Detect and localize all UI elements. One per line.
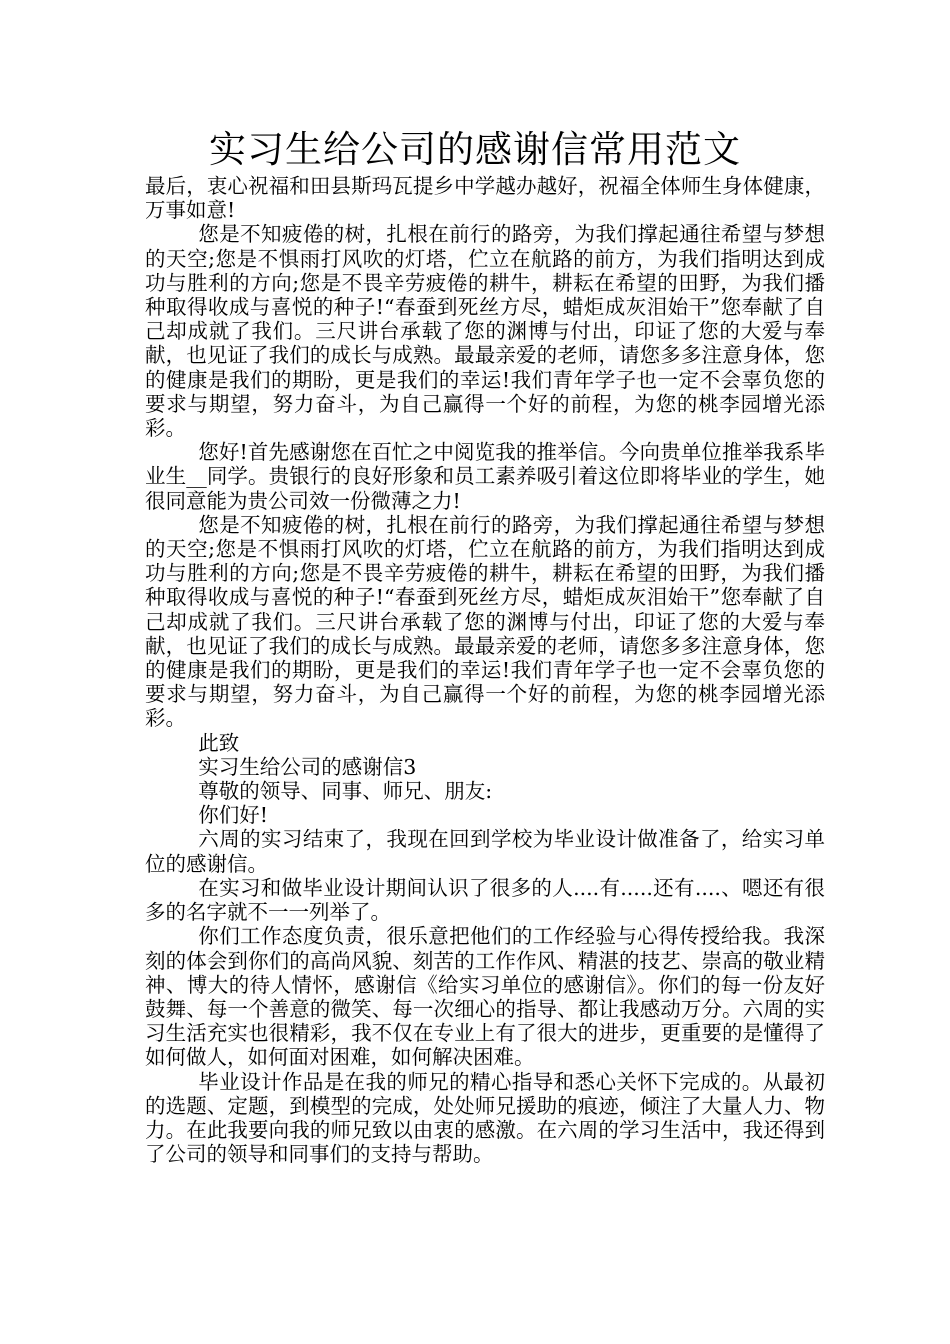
paragraph-salutation-close: 此致 — [198, 730, 240, 755]
paragraph-mentor-thanks: 毕业设计作品是在我的师兄的精心指导和悉心关怀下完成的。从最初的选题、定题，到模型的完成，处处师兄援助的痕迹，倾注了大量人力、物力。在此我要向我的师兄致以由衷的感激。在六周的学习生活中，我还得到了公司的领导和同事们的支持与帮助。 — [145, 1069, 825, 1167]
paragraph-gratitude-colleagues: 你们工作态度负责，很乐意把他们的工作经验与心得传授给我。我深刻的体会到你们的高尚风貌、刻苦的工作作风、精湛的技艺、崇高的敬业精神、博大的待人情怀，感谢信《给实习单位的感谢信》。你们的每一份友好鼓舞、每一个善意的微笑、每一次细心的指导、都让我感动万分。六周的实习生活充实也很精彩，我不仅在专业上有了很大的进步，更重要的是懂得了如何做人，如何面对困难，如何解决困难。 — [145, 924, 825, 1070]
paragraph-letter-heading: 实习生给公司的感谢信3 — [198, 754, 417, 779]
paragraph-greeting-recipients: 尊敬的领导、同事、师兄、朋友: — [198, 779, 493, 804]
document-body — [145, 174, 825, 1166]
paragraph-people-met: 在实习和做毕业设计期间认识了很多的人....有.....还有....、嗯还有很多的名字就不一一列举了。 — [145, 875, 825, 925]
paragraph-internship-end: 六周的实习结束了，我现在回到学校为毕业设计做准备了，给实习单位的感谢信。 — [145, 827, 825, 876]
paragraph-closing-wishes: 最后，衷心祝福和田县斯玛瓦提乡中学越办越好，祝福全体师生身体健康，万事如意! — [145, 174, 825, 223]
paragraph-teacher-tribute-1: 您是不知疲倦的树，扎根在前行的路旁，为我们撑起通往希望与梦想的天空;您是不惧雨打风吹的灯塔，伫立在航路的前方，为我们指明达到成功与胜利的方向;您是不畏辛劳疲倦的耕牛，耕耘在希望的田野，为我们播种取得收成与喜悦的种子!“春蚕到死丝方尽，蜡炬成灰泪始干”您奉献了自己却成就了我们。三尺讲台承载了您的渊博与付出，印证了您的大爱与奉献，也见证了我们的成长与成熟。最最亲爱的老师，请您多多注意身体，您的健康是我们的期盼，更是我们的幸运!我们青年学子也一定不会辜负您的要求与期望，努力奋斗，为自己赢得一个好的前程，为您的桃李园增光添彩。 — [145, 222, 825, 441]
paragraph-hello: 你们好! — [198, 803, 269, 828]
paragraph-recommendation: 您好!首先感谢您在百忙之中阅览我的推举信。今向贵单位推举我系毕业生__同学。贵银行的良好形象和员工素养吸引着这位即将毕业的学生，她很同意能为贵公司效一份微薄之力! — [145, 440, 825, 513]
paragraph-teacher-tribute-2: 您是不知疲倦的树，扎根在前行的路旁，为我们撑起通往希望与梦想的天空;您是不惧雨打风吹的灯塔，伫立在航路的前方，为我们指明达到成功与胜利的方向;您是不畏辛劳疲倦的耕牛，耕耘在希望的田野，为我们播种取得收成与喜悦的种子!“春蚕到死丝方尽，蜡炬成灰泪始干”您奉献了自己却成就了我们。三尺讲台承载了您的渊博与付出，印证了您的大爱与奉献，也见证了我们的成长与成熟。最最亲爱的老师，请您多多注意身体，您的健康是我们的期盼，更是我们的幸运!我们青年学子也一定不会辜负您的要求与期望，努力奋斗，为自己赢得一个好的前程，为您的桃李园增光添彩。 — [145, 512, 825, 731]
document-title: 实习生给公司的感谢信常用范文 — [209, 128, 741, 171]
